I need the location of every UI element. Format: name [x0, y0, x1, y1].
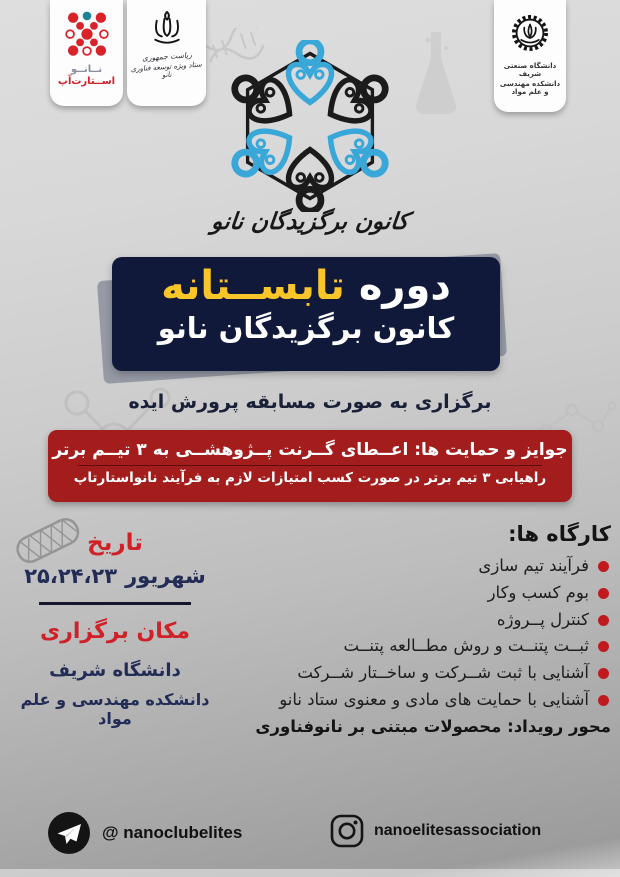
presidency-line2: ستاد ویژه توسعه فناوری نانو [130, 60, 202, 80]
event-info-column [10, 530, 220, 728]
workshop-item: آشنایی با ثبت شــرکت و ساخــتار شــرکت [251, 663, 611, 683]
workshop-item: فرآیند تیم سازی [251, 556, 611, 576]
title-line2: کانون برگزیدگان نانو [157, 311, 455, 345]
telegram-icon [48, 812, 90, 854]
iran-presidency-emblem [145, 8, 189, 48]
instagram-handle: nanoelitesassociation [374, 822, 542, 839]
info-divider [39, 602, 191, 605]
sharif-card [494, 0, 566, 112]
workshops-list [251, 556, 611, 710]
instagram-link[interactable] [330, 814, 541, 848]
nano-startup-subtitle: اســتارت‌آپ [57, 76, 116, 87]
workshop-item: آشنایی با حمایت های مادی و معنوی ستاد نانو [251, 690, 611, 710]
venue-label: مکان برگزاری [40, 618, 190, 644]
title-word-yellow: تابســتانه [161, 263, 345, 309]
event-focus: محور رویداد: محصولات مبتنی بر نانوفناوری [255, 716, 611, 736]
prize-line2: راهیابی ۳ تیم برتر در صورت کسب امتیازات لازم به فرآیند نانواستارتاپ [73, 470, 547, 486]
title-line1 [112, 263, 500, 309]
presidency-card [127, 0, 206, 106]
venue-university: دانشگاه شریف [49, 659, 181, 681]
association-wordmark: کانون برگزیدگان نانو [210, 209, 410, 235]
date-month: شهریور [125, 564, 206, 588]
nano-startup-card [50, 0, 123, 106]
prize-banner [48, 430, 572, 502]
sharif-line1: دانشگاه صنعتی شریف [503, 62, 557, 78]
workshop-item: بوم کسب وکار [251, 583, 611, 603]
date-label: تاریخ [87, 530, 143, 556]
workshops-column [251, 522, 611, 736]
presidency-line1: ریاست جمهوری [141, 50, 192, 63]
telegram-handle: @ nanoclubelites [102, 823, 243, 842]
bottom-edge [0, 869, 620, 877]
workshops-heading: کارگاه ها: [508, 522, 611, 546]
prize-line1: جوایز و حمایت ها: اعــطای گــرنت پــژوهشــی به ۳ تیــم برتر [52, 440, 568, 460]
telegram-link[interactable] [48, 812, 242, 854]
sharif-line2: دانشکده مهندسی و علم مواد [499, 80, 561, 96]
instagram-icon [330, 814, 364, 848]
venue-faculty: دانشکده مهندسی و علم مواد [20, 689, 210, 728]
date-numbers: ۲۵،۲۴،۲۳ [24, 564, 118, 588]
flask-icon [412, 28, 460, 118]
nano-startup-mark [61, 9, 113, 61]
workshop-item: کنترل پــروژه [251, 610, 611, 630]
nano-startup-title: نــانــو [70, 64, 103, 75]
title-word-white: دوره [358, 263, 451, 309]
date-value [10, 564, 220, 588]
subtitle-text: برگزاری به صورت مسابقه پرورش ایده [128, 391, 492, 413]
prize-divider [78, 465, 542, 466]
title-banner [112, 257, 500, 371]
sharif-university-emblem [507, 10, 553, 56]
people-hexagon-logo [218, 40, 402, 212]
workshop-item: ثبــت پتنــت و روش مطــالعه پتنــت [251, 636, 611, 656]
